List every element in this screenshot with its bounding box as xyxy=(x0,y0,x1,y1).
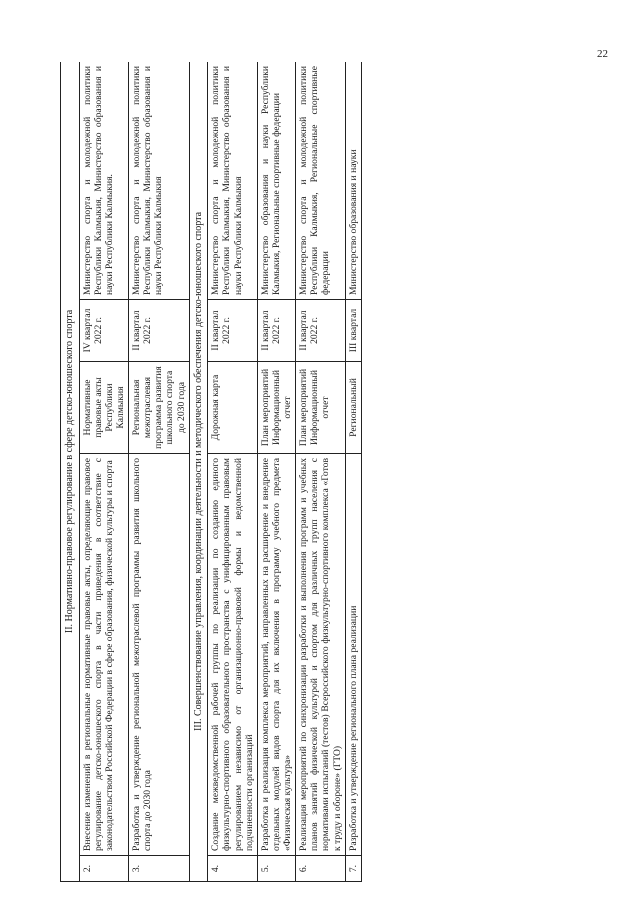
deadline-cell: II квартал 2022 г. xyxy=(296,300,346,362)
section-title: III. Совершенствование управления, координации деятельности и методического обеспечения детско-юношеского спорта xyxy=(189,62,208,882)
row-number: 5. xyxy=(257,856,295,882)
row-number: 2. xyxy=(79,856,129,882)
page-number: 22 xyxy=(597,48,608,60)
task-cell: Внесение изменений в региональные нормативные правовые акты, определяющие правовое регулирование детско-юношеского спорта в части приведения в соответствие с законодательством Российской Федерации в сфере образования, физической культуры и спорта xyxy=(79,454,129,856)
deadline-cell: II квартал 2022 г. xyxy=(208,300,258,362)
rotated-table-container xyxy=(60,62,564,882)
task-cell: Создание межведомственной рабочей группы по реализации по созданию единого физкультурно-спортивного образовательного пространства с унифицированным правовым регулированием независимо от организационно-правовой формы и ведомственной подчиненности организаций xyxy=(208,454,258,856)
row-number: 7. xyxy=(345,856,361,882)
deadline-cell: III квартал xyxy=(345,300,361,362)
executors-cell: Министерство спорта и молодежной политики Республики Калмыкия, Региональные спортивные федерации xyxy=(296,62,346,300)
table-area xyxy=(60,62,564,882)
measures-table xyxy=(60,62,362,882)
row-number: 3. xyxy=(129,856,190,882)
result-cell: План мероприятий Информационный отчет xyxy=(257,362,295,454)
deadline-cell: IV квартал 2022 г. xyxy=(79,300,129,362)
executors-cell: Министерство образования и науки xyxy=(345,62,361,300)
section-header-row xyxy=(61,62,80,882)
table-row xyxy=(79,62,129,882)
executors-cell: Министерство образования и науки Республики Калмыкия, Региональные спортивные федерации xyxy=(257,62,295,300)
task-cell: Разработка и утверждение регионального плана реализации xyxy=(345,454,361,856)
table-row xyxy=(129,62,190,882)
table-row xyxy=(208,62,258,882)
row-number: 4. xyxy=(208,856,258,882)
executors-cell: Министерство спорта и молодежной политики Республики Калмыкия, Министерство образования и науки Республики Калмыкия xyxy=(129,62,190,300)
table-row xyxy=(257,62,295,882)
section-header-row xyxy=(189,62,208,882)
result-cell: Региональный xyxy=(345,362,361,454)
task-cell: Разработка и реализация комплекса мероприятий, направленных на расширение и внедрение отдельных модулей видов спорта для их включения в программу учебного предмета «Физическая культура» xyxy=(257,454,295,856)
result-cell: Нормативные правовые акты Республики Калмыкия xyxy=(79,362,129,454)
deadline-cell: II квартал 2022 г. xyxy=(129,300,190,362)
executors-cell: Министерство спорта и молодежной политики Республики Калмыкия, Министерство образования и науки Республики Калмыкия xyxy=(208,62,258,300)
result-cell: План мероприятий Информационный отчет xyxy=(296,362,346,454)
table-row xyxy=(296,62,346,882)
executors-cell: Министерство спорта и молодежной политики Республики Калмыкия, Министерство образования и науки Республики Калмыкия. xyxy=(79,62,129,300)
section-title: II. Нормативно-правовое регулирование в сфере детско-юношеского спорта xyxy=(61,62,80,882)
table-row xyxy=(345,62,361,882)
deadline-cell: II квартал 2022 г. xyxy=(257,300,295,362)
result-cell: Дорожная карта xyxy=(208,362,258,454)
result-cell: Региональная межотраслевая программа развития школьного спорта до 2030 года xyxy=(129,362,190,454)
task-cell: Реализация мероприятий по синхронизации разработки и выполнения программ и учебных планов занятий физической культурой и спортом для различных групп населения с нормативами испытаний (тестов) Всероссийского физкультурно-спортивного комплекса «Готов к труду и обороне» (ГТО) xyxy=(296,454,346,856)
task-cell: Разработка и утверждение региональной межотраслевой программы развития школьного спорта до 2030 года xyxy=(129,454,190,856)
row-number: 6. xyxy=(296,856,346,882)
